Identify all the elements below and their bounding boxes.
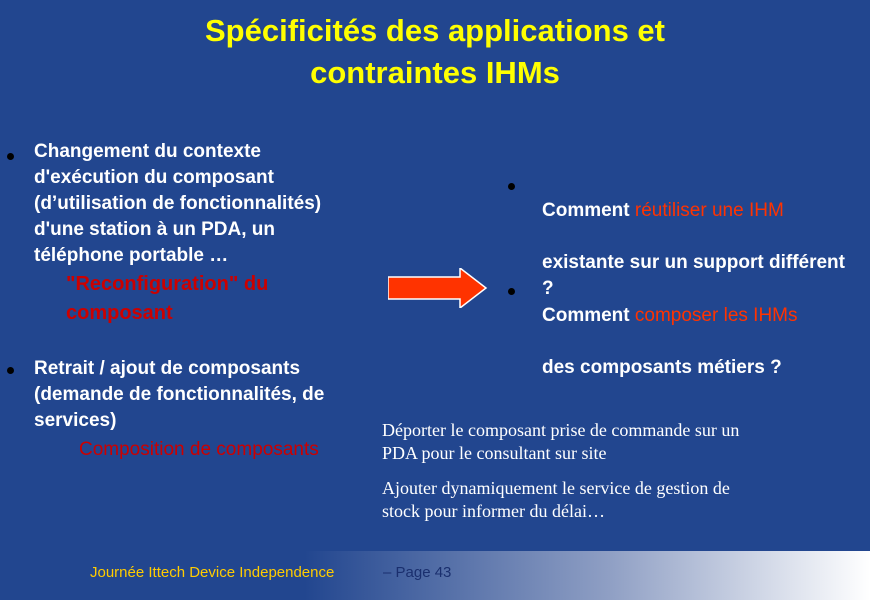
arrow-right-icon (388, 268, 488, 308)
footer-event: Journée Ittech Device Independence (90, 564, 335, 581)
bullet-icon (508, 183, 515, 190)
question-compose (542, 277, 867, 381)
slide-title: Spécificités des applications et contraintes IHMs (205, 13, 665, 90)
bullet-component-addition: Retrait / ajout de composants (demande de fonctionnalités, de services) (34, 358, 325, 431)
question-reuse-prefix: Comment (542, 200, 635, 221)
composition-label: Composition de composants (79, 439, 319, 460)
bullet-icon (7, 367, 14, 374)
example-add-service: Ajouter dynamiquement le service de gestion de stock pour informer du délai… (382, 478, 730, 521)
footer-page: – Page 43 (383, 564, 452, 581)
question-reuse-rest: existante sur un support différent ? (542, 252, 845, 299)
example-deport: Déporter le composant prise de commande sur un PDA pour le consultant sur site (382, 420, 740, 463)
bullet-context-change: Changement du contexte d'exécution du composant (d’utilisation de fonctionnalités) d'une station à un PDA, un téléphone portable … (34, 141, 322, 266)
question-reuse-highlight: réutiliser une IHM (634, 200, 784, 221)
question-compose-prefix: Comment (542, 305, 635, 326)
reconfiguration-label: "Reconfiguration" du composant (66, 273, 269, 324)
question-compose-highlight: composer les IHMs (634, 305, 798, 326)
question-compose-rest: des composants métiers ? (542, 357, 782, 378)
bullet-icon (508, 288, 515, 295)
bullet-icon (7, 153, 14, 160)
